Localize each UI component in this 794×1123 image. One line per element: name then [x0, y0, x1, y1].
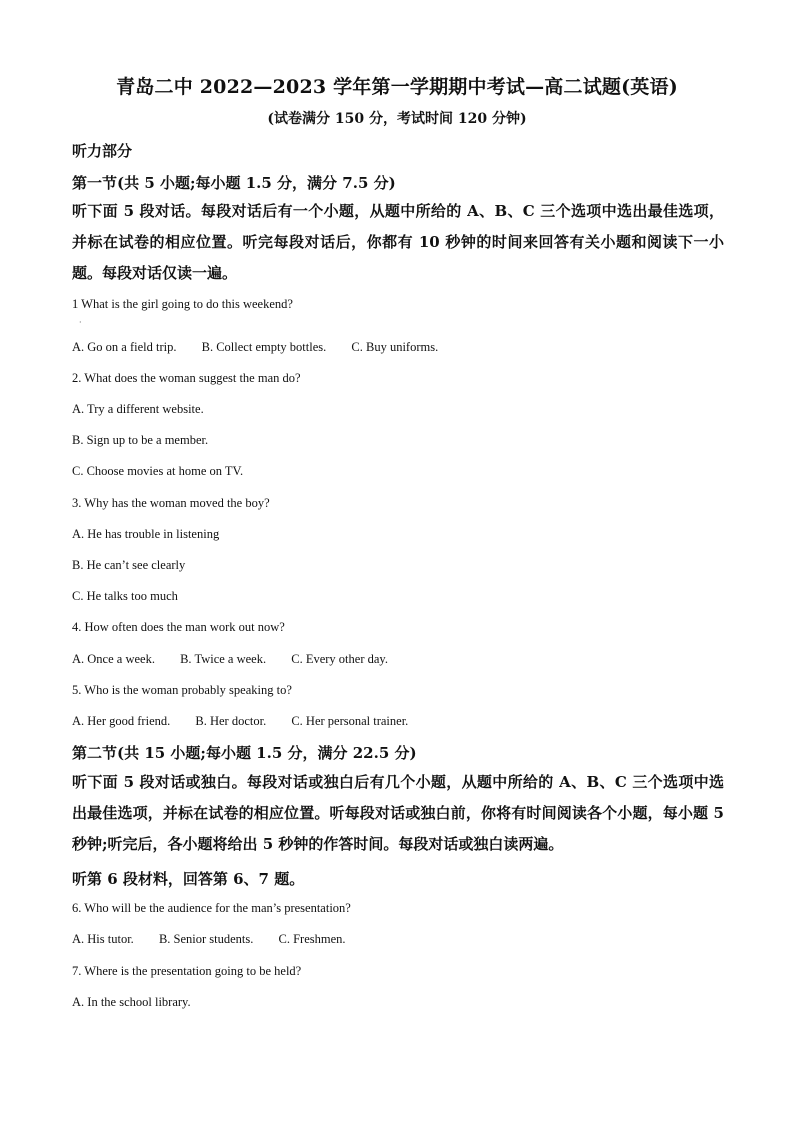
option-4c: C. Every other day.	[291, 652, 388, 666]
option-1c: C. Buy uniforms.	[351, 340, 439, 354]
option-2c: C. Choose movies at home on TV.	[72, 464, 244, 478]
section-heading-listening: 听力部分	[72, 142, 133, 160]
option-4a: A. Once a week.	[72, 652, 155, 666]
question-3-stem: 3. Why has the woman moved the boy?	[72, 496, 270, 510]
stray-dot: ·	[79, 318, 82, 327]
question-5-options	[72, 714, 430, 729]
option-5b: B. Her doctor.	[195, 714, 267, 728]
exam-subtitle: (试卷满分 150 分，考试时间 120 分钟)	[267, 111, 527, 127]
part1-instructions: 听下面 5 段对话。每段对话后有一个小题，从题中所给的 A、B、C 三个选项中选出最佳选项，并标在试卷的相应位置。听完每段对话后，你都有 10 秒钟的时间来回答有关小题和阅读下一小题。每段对话仅读一遍。	[72, 202, 724, 282]
question-2-stem: 2. What does the woman suggest the man do?	[72, 371, 301, 385]
option-3c: C. He talks too much	[72, 589, 178, 603]
part2-heading: 第二节(共 15 小题;每小题 1.5 分，满分 22.5 分)	[72, 744, 417, 762]
question-5-stem: 5. Who is the woman probably speaking to?	[72, 683, 292, 697]
option-2a: A. Try a different website.	[72, 402, 204, 416]
part2-material-note: 听第 6 段材料，回答第 6、7 题。	[72, 870, 305, 888]
option-6a: A. His tutor.	[72, 932, 134, 946]
option-3a: A. He has trouble in listening	[72, 527, 220, 541]
option-5c: C. Her personal trainer.	[291, 714, 409, 728]
part1-heading: 第一节(共 5 小题;每小题 1.5 分，满分 7.5 分)	[72, 174, 396, 192]
option-4b: B. Twice a week.	[180, 652, 267, 666]
part2-instructions: 听下面 5 段对话或独白。每段对话或独白后有几个小题，从题中所给的 A、B、C 三个选项中选出最佳选项，并标在试卷的相应位置。听每段对话或独白前，你将有时间阅读各个小题，每小题 5 秒钟;听完后，各小题将给出 5 秒钟的作答时间。每段对话或独白读两遍。	[72, 773, 724, 853]
question-6-options	[72, 932, 368, 947]
option-2b: B. Sign up to be a member.	[72, 433, 209, 447]
question-6-stem: 6. Who will be the audience for the man’s presentation?	[72, 901, 351, 915]
option-6c: C. Freshmen.	[278, 932, 346, 946]
question-7-stem: 7. Where is the presentation going to be held?	[72, 964, 302, 978]
option-1b: B. Collect empty bottles.	[201, 340, 327, 354]
option-6b: B. Senior students.	[158, 932, 254, 946]
question-1-options	[72, 340, 460, 355]
question-1-stem: 1 What is the girl going to do this weekend?	[72, 297, 293, 311]
option-5a: A. Her good friend.	[72, 714, 171, 728]
option-3b: B. He can’t see clearly	[72, 558, 186, 572]
exam-title: 青岛二中 2022—2023 学年第一学期期中考试—高二试题(英语)	[116, 76, 678, 98]
option-1a: A. Go on a field trip.	[72, 340, 177, 354]
question-4-stem: 4. How often does the man work out now?	[72, 620, 285, 634]
question-4-options	[72, 652, 410, 667]
option-7a: A. In the school library.	[72, 995, 191, 1009]
